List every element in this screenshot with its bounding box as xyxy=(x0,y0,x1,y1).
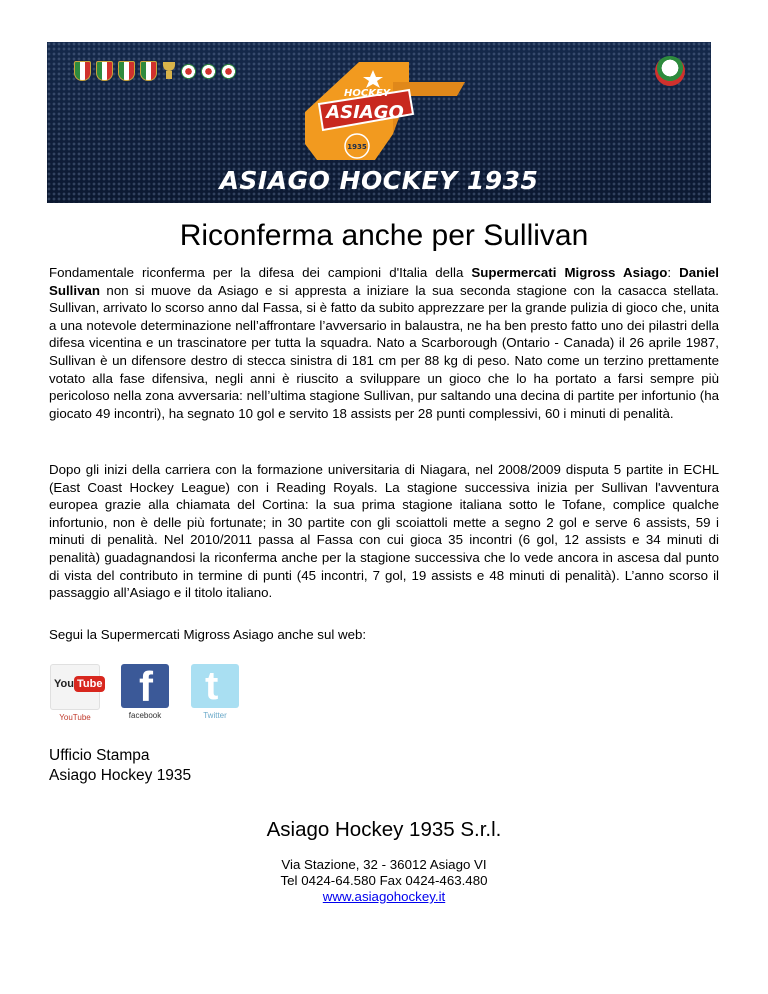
cockade-icon xyxy=(201,64,216,79)
footer-phone: Tel 0424-64.580 Fax 0424-463.480 xyxy=(280,873,488,888)
scudetto-icon xyxy=(74,61,91,81)
twitter-icon[interactable] xyxy=(191,664,239,708)
youtube-logo-tube: Tube xyxy=(74,676,105,692)
footer-address: Via Stazione, 32 - 36012 Asiago VI xyxy=(281,857,487,872)
scudetto-icon xyxy=(140,61,157,81)
social-links xyxy=(49,664,241,722)
youtube-label: YouTube xyxy=(59,713,91,722)
youtube-logo-you: You xyxy=(54,678,74,690)
cockade-icon xyxy=(181,64,196,79)
paragraph-intro xyxy=(49,264,719,422)
emblem-main-text: ASIAGO xyxy=(326,102,404,123)
paragraph-career: Dopo gli inizi della carriera con la formazione universitaria di Niagara, nel 2008/2009 disputa 5 partite in ECHL (East Coast Hockey League) con i Reading Royals. La stagione successiva inizia per Sullivan l'avventura europea grazie alla chiamata del Cortina: la sua prima stagione italiana sotto le Tofane, complice qualche infortunio, non è delle più fortunate; in 30 partite con gli scoiattoli mette a segno 2 gol e serve 6 assists, 59 i minuti di penalità. Nel 2010/2011 passa al Fassa con cui gioca 35 incontri (6 gol, 12 assists e 34 minuti di penalità) guadagnandosi la riconferma anche per la stagione successiva che lo vede ancora in ascesa dal punto di vista del contributo in termine di punti (45 incontri, 7 gol, 19 assists e 48 minuti di penalità). L’anno scorso il passaggio all’Asiago e il titolo italiano. xyxy=(49,462,719,601)
emblem-year-text: 1935 xyxy=(347,143,367,151)
emblem-top-text: HOCKEY xyxy=(343,88,391,99)
youtube-link[interactable] xyxy=(49,664,101,722)
facebook-link[interactable] xyxy=(119,664,171,722)
scudetto-icon xyxy=(96,61,113,81)
paragraph-follow: Segui la Supermercati Migross Asiago anche sul web: xyxy=(49,627,367,642)
company-name: Asiago Hockey 1935 S.r.l. xyxy=(266,818,502,841)
header-banner xyxy=(47,42,711,203)
cockade-icon xyxy=(221,64,236,79)
twitter-label: Twitter xyxy=(203,711,227,720)
page-title: Riconferma anche per Sullivan xyxy=(179,219,589,252)
website-link[interactable]: www.asiagohockey.it xyxy=(322,889,446,904)
player-name: Daniel Sullivan xyxy=(49,265,719,298)
footer-contact xyxy=(0,857,768,905)
facebook-logo-f: f xyxy=(139,663,153,710)
championship-badges xyxy=(74,61,236,81)
banner-title: ASIAGO HOCKEY 1935 xyxy=(219,166,539,195)
signature xyxy=(49,746,191,786)
club-logo xyxy=(297,60,467,168)
team-name: Supermercati Migross Asiago xyxy=(471,265,668,280)
paragraph-text: Fondamentale riconferma per la difesa dei campioni d'Italia della xyxy=(49,265,472,280)
scudetto-icon xyxy=(118,61,135,81)
signature-office: Ufficio Stampa xyxy=(49,747,150,764)
facebook-label: facebook xyxy=(128,711,162,720)
signature-club: Asiago Hockey 1935 xyxy=(49,767,192,784)
paragraph-text: non si muove da Asiago e si appresta a iniziare la sua seconda stagione con la casacca stellata. Sullivan, arrivato lo scorso anno dal Fassa, si è fatto da subito apprezzare per la grande pulizia di gioco che, unita a una notevole determinazione nell’affrontare l’avversario in balaustra, ne ha ben presto fatto uno dei pilastri della difesa vicentina e un trascinatore per tutta la squadra. Nato a Scarborough (Ontario - Canada) il 26 aprile 1987, Sullivan è un difensore destro di stecca sinistra di 181 cm per 88 kg di peso. Nato come un terzino prettamente votato alla fase difensiva, negli anni è riuscito a sviluppare un gioco che lo ha portato a farsi sempre più pericoloso nella zona avversaria: nell’ultima stagione Sullivan, pur saltando una decina di partite per infortunio (ha giocato 49 incontri), ha segnato 10 gol e servito 18 assists per 28 punti complessivi, 60 i minuti di penalità. xyxy=(49,282,719,421)
league-logo-icon xyxy=(655,56,685,86)
twitter-link[interactable] xyxy=(189,664,241,722)
paragraph-text: : xyxy=(667,265,680,280)
youtube-icon[interactable] xyxy=(50,664,103,710)
twitter-logo-t: t xyxy=(205,664,219,708)
facebook-icon[interactable] xyxy=(121,664,169,708)
trophy-icon xyxy=(162,62,176,80)
